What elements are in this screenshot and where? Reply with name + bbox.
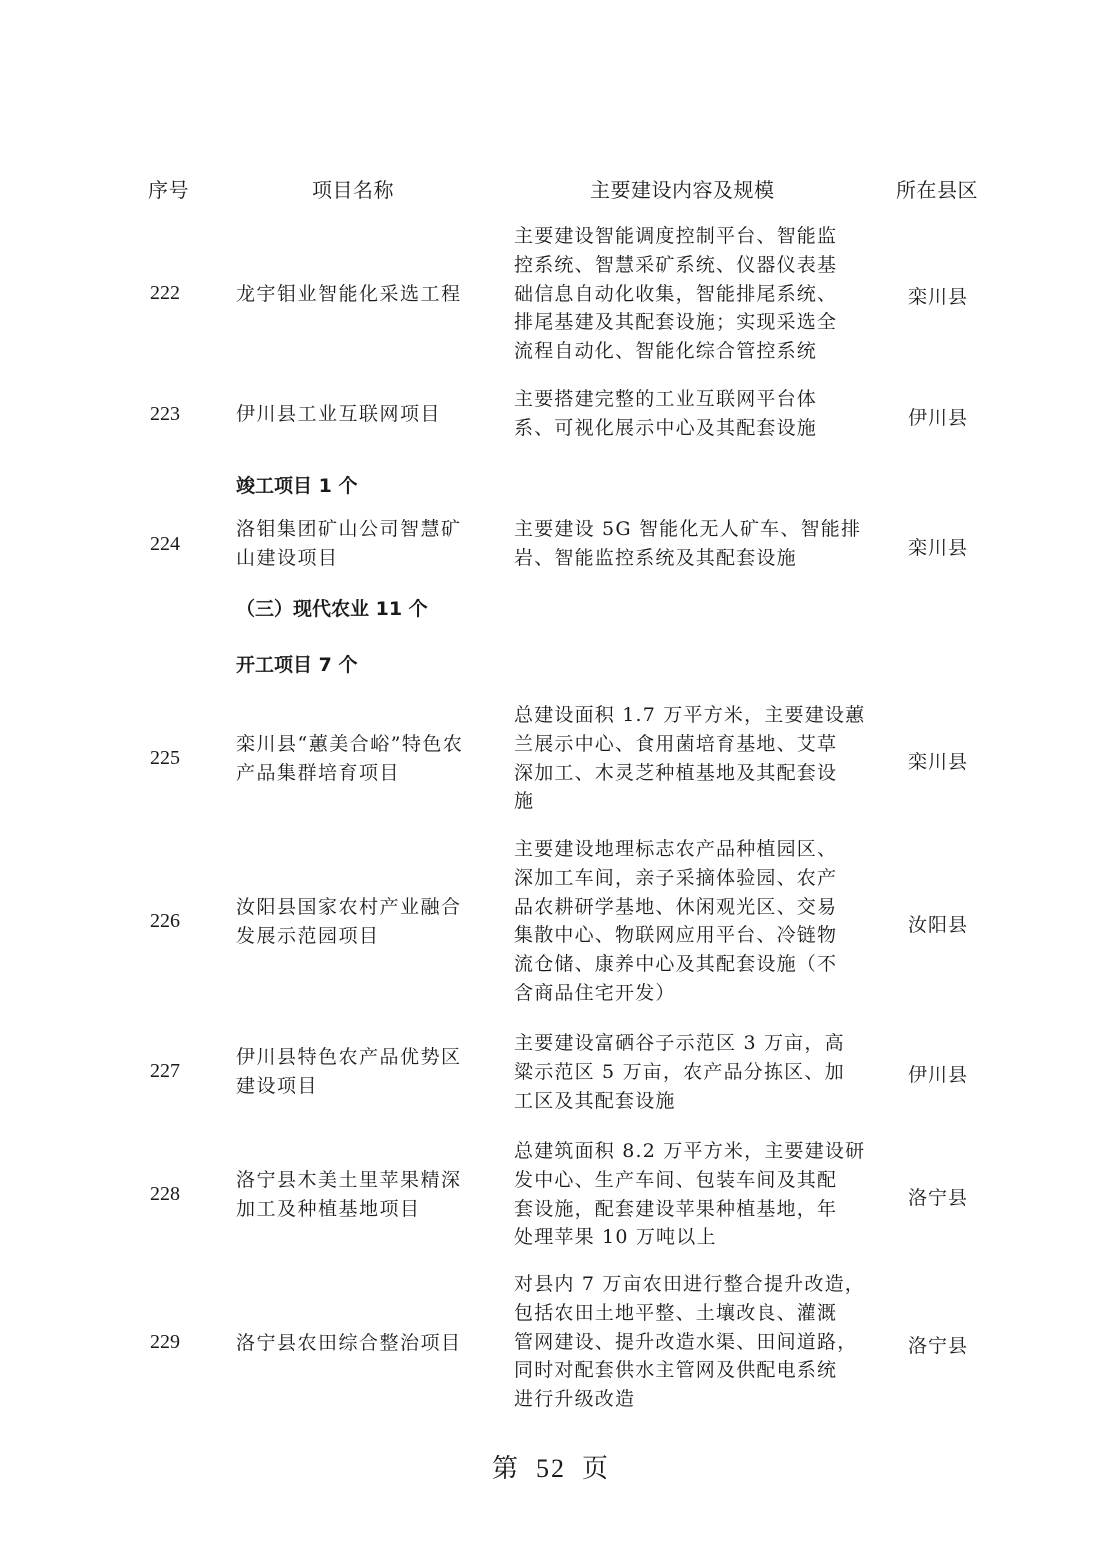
row-number: 223 — [150, 403, 180, 425]
project-content: 主要建设 5G 智能化无人矿车、智能排 岩、智能监控系统及其配套设施 — [514, 518, 862, 569]
row-number: 228 — [150, 1183, 180, 1205]
project-content: 主要搭建完整的工业互联网平台体 系、可视化展示中心及其配套设施 — [514, 388, 818, 439]
project-district: 洛宁县 — [908, 1335, 969, 1357]
project-district: 栾川县 — [908, 537, 969, 559]
project-name: 伊川县工业互联网项目 — [236, 403, 442, 425]
project-name: 洛宁县农田综合整治项目 — [236, 1332, 462, 1354]
row-number: 227 — [150, 1060, 180, 1082]
project-name: 洛宁县木美土里苹果精深 加工及种植基地项目 — [236, 1169, 462, 1220]
project-district: 栾川县 — [908, 286, 969, 308]
header-district: 所在县区 — [896, 178, 978, 202]
header-seq: 序号 — [148, 178, 189, 202]
project-name: 伊川县特色农产品优势区 建设项目 — [236, 1046, 462, 1097]
project-district: 伊川县 — [908, 1064, 969, 1086]
row-number: 224 — [150, 533, 180, 555]
header-content: 主要建设内容及规模 — [590, 178, 775, 202]
row-number: 226 — [150, 910, 180, 932]
page-prefix: 第 — [491, 1454, 520, 1483]
row-number: 222 — [150, 282, 180, 304]
project-name: 汝阳县国家农村产业融合 发展示范园项目 — [236, 896, 462, 947]
project-content: 总建设面积 1.7 万平方米，主要建设蕙 兰展示中心、食用菌培育基地、艾草 深加工、木灵芝种植基地及其配套设 施 — [514, 704, 866, 813]
project-name: 洛钼集团矿山公司智慧矿 山建设项目 — [236, 518, 462, 569]
row-number: 225 — [150, 747, 180, 769]
project-name: 龙宇钼业智能化采选工程 — [236, 283, 462, 305]
project-district: 伊川县 — [908, 407, 969, 429]
project-content: 对县内 7 万亩农田进行整合提升改造， 包括农田土地平整、土壤改良、灌溉 管网建设、提升改造水渠、田间道路， 同时对配套供水主管网及供配电系统 进行升级改造 — [514, 1273, 865, 1411]
project-district: 汝阳县 — [908, 914, 969, 936]
project-name: 栾川县“蕙美合峪”特色农 产品集群培育项目 — [236, 733, 464, 784]
header-name: 项目名称 — [312, 178, 394, 202]
table-header — [0, 170, 1102, 202]
project-content: 总建筑面积 8.2 万平方米，主要建设研 发中心、生产车间、包装车间及其配 套设施，配套建设苹果种植基地，年 处理苹果 10 万吨以上 — [514, 1140, 866, 1249]
page-number: 52 — [536, 1454, 566, 1483]
section-heading-started: 开工项目 7 个 — [236, 654, 358, 676]
project-content: 主要建设智能调度控制平台、智能监 控系统、智慧采矿系统、仪器仪表基 础信息自动化收集，智能排尾系统、 排尾基建及其配套设施；实现采选全 流程自动化、智能化综合管控系统 — [514, 225, 838, 363]
project-content: 主要建设地理标志农产品种植园区、 深加工车间，亲子采摘体验园、农产 品农耕研学基地、休闲观光区、交易 集散中心、物联网应用平台、冷链物 流仓储、康养中心及其配套设施（不 含商品住宅开发） — [514, 838, 838, 1004]
section-heading-agriculture: （三）现代农业 11 个 — [236, 598, 428, 620]
page-suffix: 页 — [582, 1454, 611, 1483]
project-content: 主要建设富硒谷子示范区 3 万亩，高 粱示范区 5 万亩，农产品分拣区、加 工区及其配套设施 — [514, 1032, 845, 1112]
row-number: 229 — [150, 1331, 180, 1353]
page-footer — [0, 1448, 1102, 1485]
project-district: 洛宁县 — [908, 1187, 969, 1209]
project-district: 栾川县 — [908, 751, 969, 773]
section-heading-completed: 竣工项目 1 个 — [236, 475, 358, 497]
